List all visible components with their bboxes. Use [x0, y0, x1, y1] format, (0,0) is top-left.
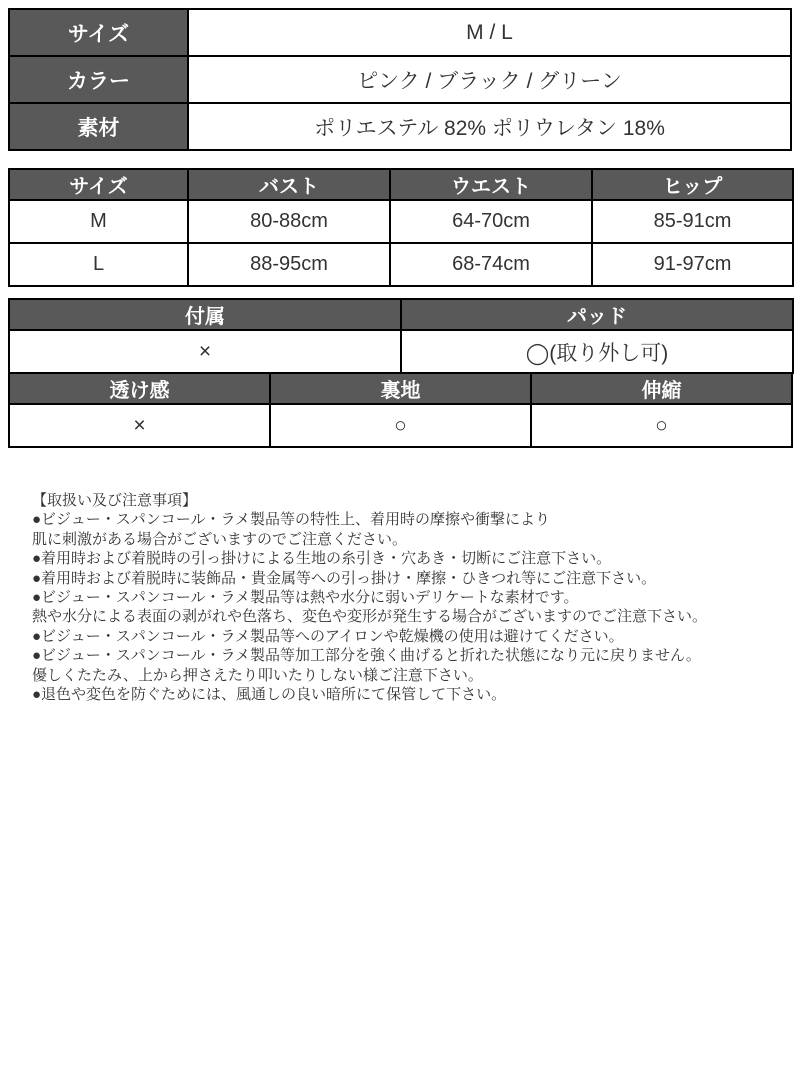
spec-label-size: サイズ: [9, 9, 188, 56]
care-note-line: 優しくたたみ、上から押さえたり叩いたりしない様ご注意下さい。: [32, 666, 483, 684]
table-header-row: [9, 169, 793, 200]
table-row: [9, 404, 792, 447]
header-stretch: 伸縮: [531, 373, 792, 404]
table-header-row: [9, 373, 792, 404]
header-sheerness: 透け感: [9, 373, 270, 404]
accessory-value: ×: [9, 330, 401, 373]
care-note-line: 熱や水分による表面の剥がれや色落ち、変色や変形が発生する場合がございますのでご注意下さい。: [32, 608, 708, 626]
accessory-pad-table: [8, 298, 794, 374]
spec-table: [8, 8, 792, 151]
size-m-label: M: [9, 200, 188, 243]
care-note-line: ●退色や変色を防ぐためには、風通しの良い暗所にて保管して下さい。: [32, 686, 507, 704]
table-row: [9, 103, 791, 150]
header-lining: 裏地: [270, 373, 531, 404]
table-header-row: [9, 299, 793, 330]
size-m-hip: 85-91cm: [592, 200, 793, 243]
spec-value-material: ポリエステル 82% ポリウレタン 18%: [188, 103, 791, 150]
spec-label-material: 素材: [9, 103, 188, 150]
table-row: [9, 243, 793, 286]
size-l-label: L: [9, 243, 188, 286]
care-note-line: ●ビジュー・スパンコール・ラメ製品等へのアイロンや乾燥機の使用は避けてください。: [32, 627, 624, 645]
care-notes-title: 【取扱い及び注意事項】: [32, 492, 198, 509]
table-row: [9, 200, 793, 243]
size-l-hip: 91-97cm: [592, 243, 793, 286]
spec-value-size: M / L: [188, 9, 791, 56]
table-row: [9, 56, 791, 103]
care-note-line: ●ビジュー・スパンコール・ラメ製品等は熱や水分に弱いデリケートな素材です。: [32, 589, 579, 607]
spec-label-color: カラー: [9, 56, 188, 103]
sheerness-value: ×: [9, 404, 270, 447]
care-notes: [8, 491, 792, 704]
fabric-feature-table: [8, 372, 793, 448]
care-note-line: ●ビジュー・スパンコール・ラメ製品等加工部分を強く曲げると折れた状態になり元に戻りません。: [32, 647, 701, 665]
header-pad: パッド: [401, 299, 793, 330]
care-note-line: ●着用時および着脱時に装飾品・貴金属等への引っ掛け・摩擦・ひきつれ等にご注意下さい。: [32, 569, 657, 587]
care-note-line: 肌に刺激がある場合がございますのでご注意ください。: [32, 530, 408, 548]
size-l-waist: 68-74cm: [390, 243, 592, 286]
stretch-value: ○: [531, 404, 792, 447]
size-chart-header-bust: バスト: [188, 169, 390, 200]
size-m-waist: 64-70cm: [390, 200, 592, 243]
pad-value: ◯(取り外し可): [401, 330, 793, 373]
size-chart-table: [8, 168, 794, 287]
care-note-line: ●ビジュー・スパンコール・ラメ製品等の特性上、着用時の摩擦や衝撃により: [32, 511, 551, 529]
size-l-bust: 88-95cm: [188, 243, 390, 286]
spec-value-color: ピンク / ブラック / グリーン: [188, 56, 791, 103]
care-note-line: ●着用時および着脱時の引っ掛けによる生地の糸引き・穴あき・切断にご注意下さい。: [32, 550, 612, 568]
size-chart-header-size: サイズ: [9, 169, 188, 200]
table-row: [9, 9, 791, 56]
lining-value: ○: [270, 404, 531, 447]
size-m-bust: 80-88cm: [188, 200, 390, 243]
table-row: [9, 330, 793, 373]
size-chart-header-waist: ウエスト: [390, 169, 592, 200]
header-accessory: 付属: [9, 299, 401, 330]
size-chart-header-hip: ヒップ: [592, 169, 793, 200]
